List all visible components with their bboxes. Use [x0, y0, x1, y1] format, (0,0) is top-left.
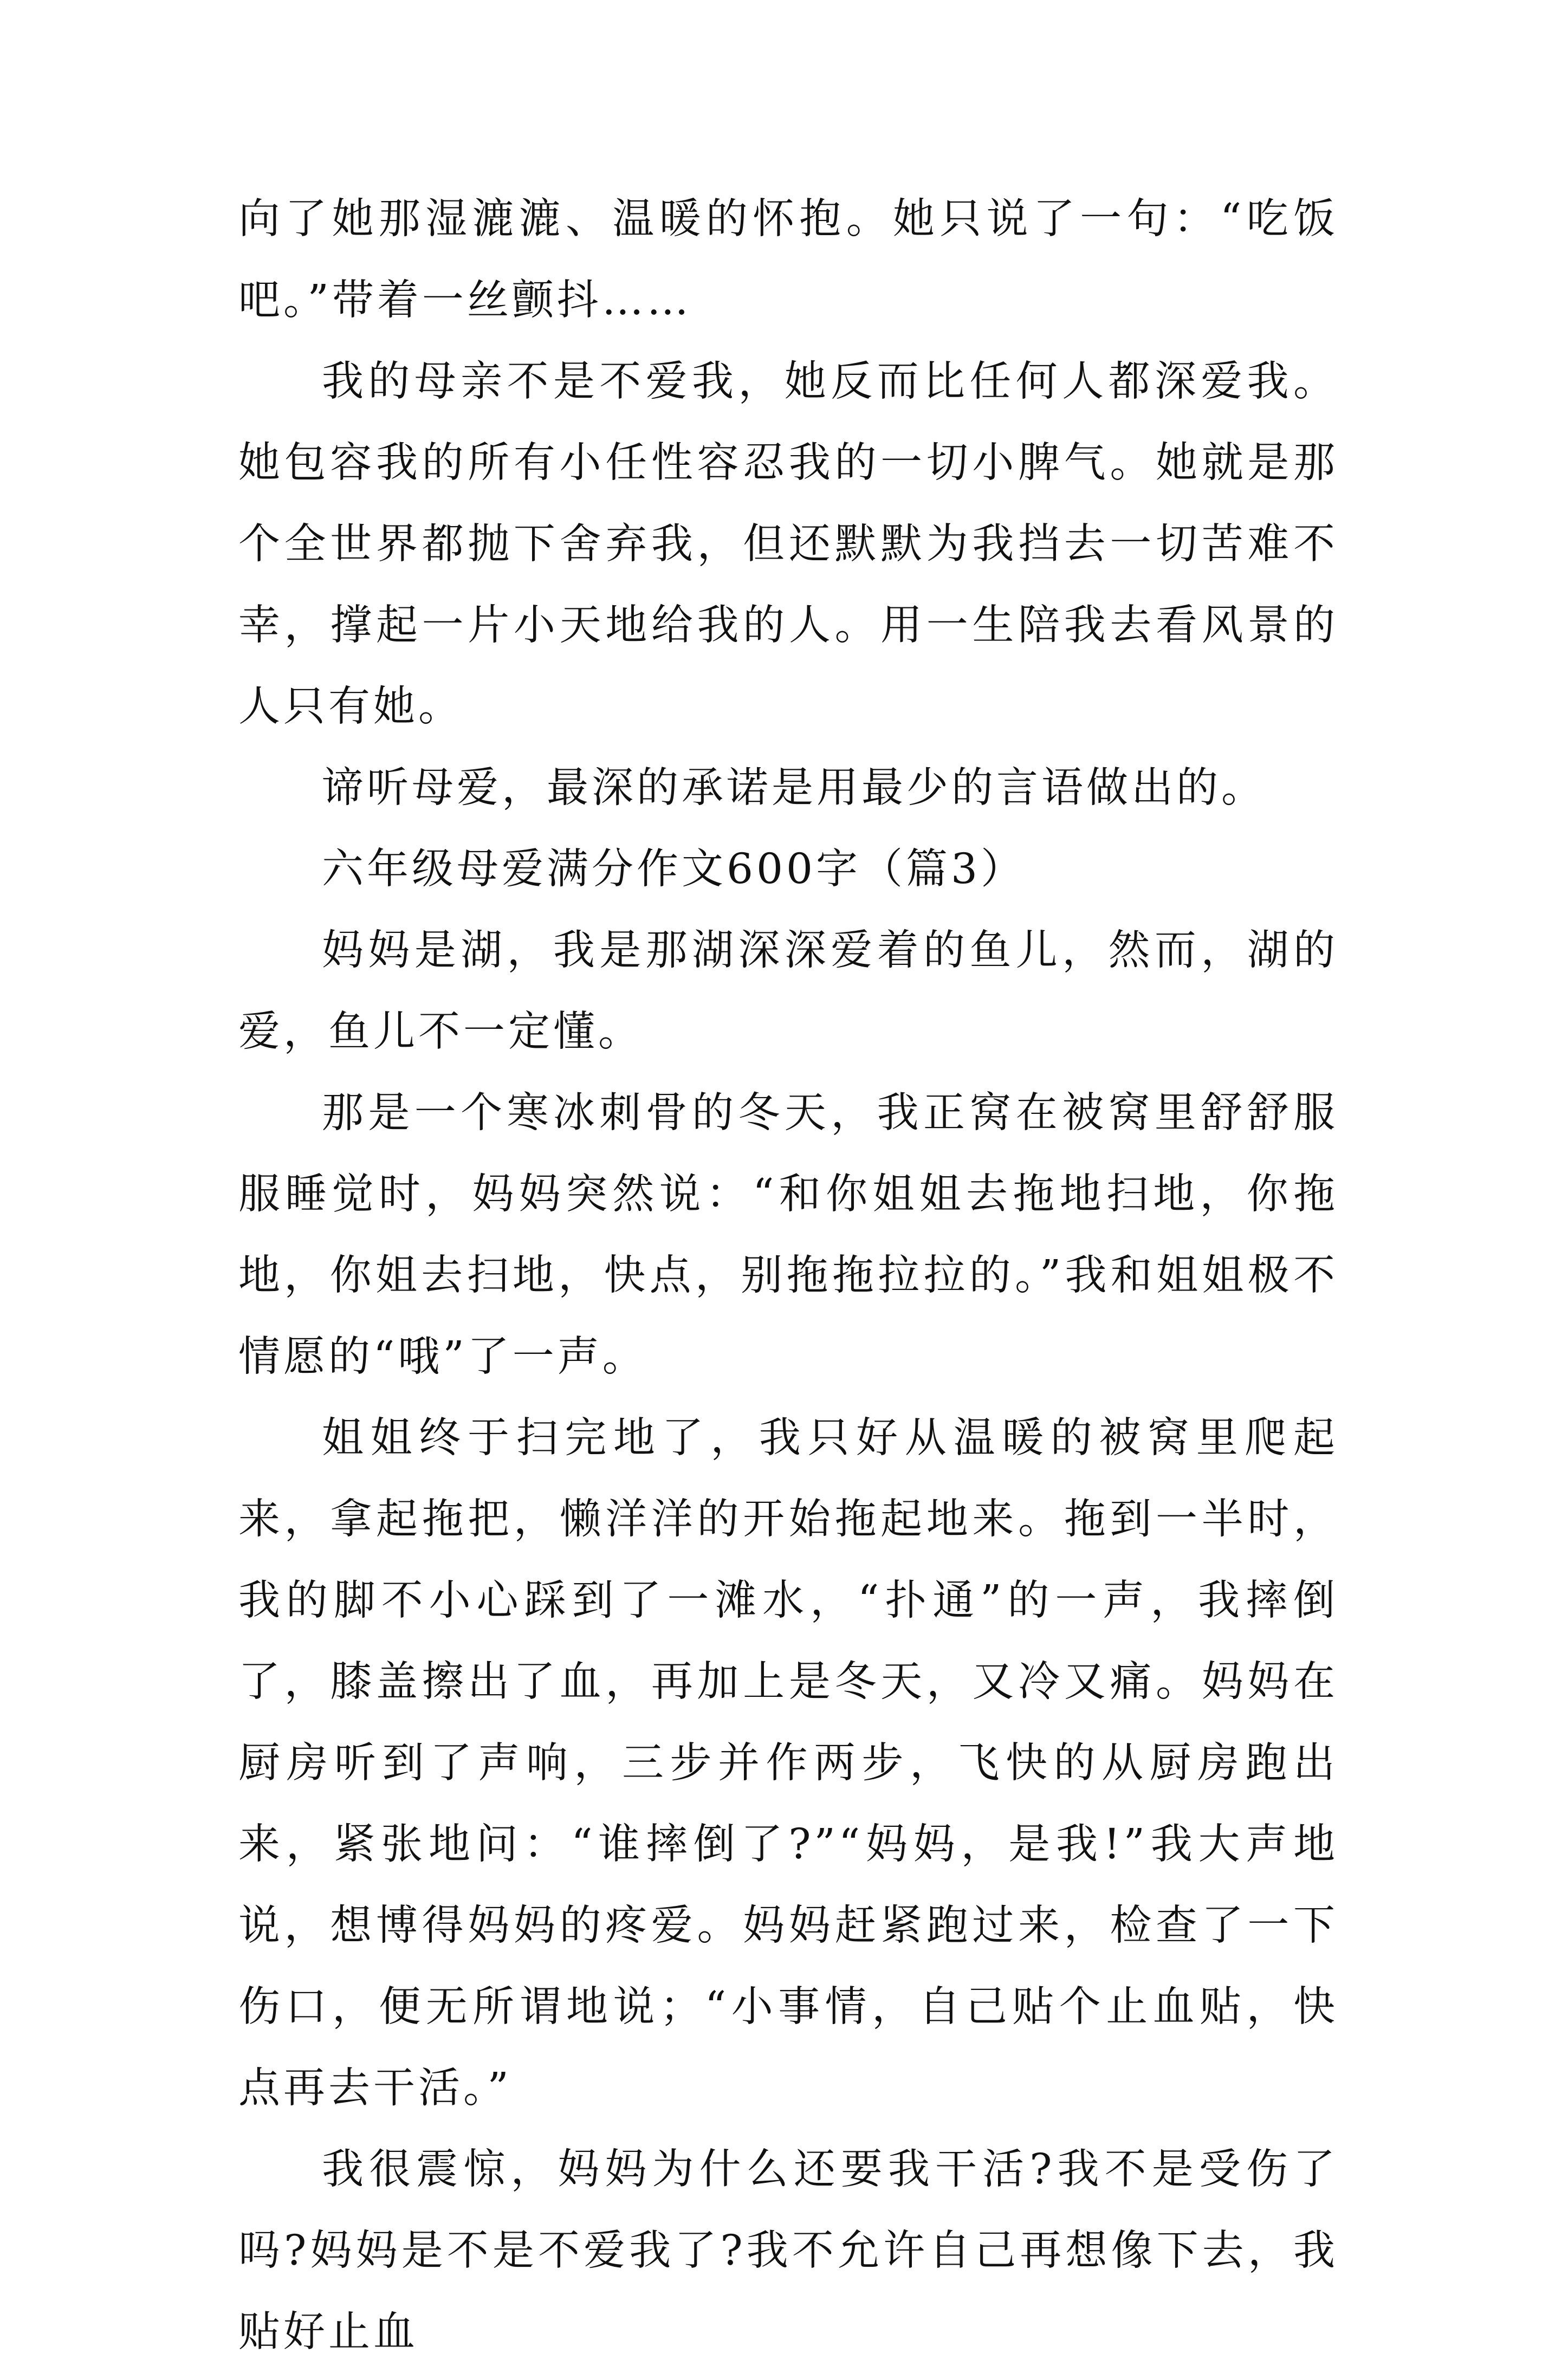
- essay-heading: 六年级母爱满分作文600字（篇3）: [322, 845, 1026, 893]
- paragraph-2: 我的母亲不是不爱我，她反而比任何人都深爱我。她包容我的所有小任性容忍我的一切小脾气。她就是那个全世界都抛下舍弃我，但还默默为我挡去一切苦难不幸，撑起一片小天地给我的人。用一生陪我去看风景的人只有她。: [238, 358, 1338, 731]
- paragraph-5: 妈妈是湖，我是那湖深深爱着的鱼儿，然而，湖的爱，鱼儿不一定懂。: [238, 926, 1338, 1056]
- paragraph-1: 向了她那湿漉漉、温暖的怀抱。她只说了一句：“吃饭吧。”带着一丝颤抖……: [238, 195, 1338, 325]
- essay-body: [238, 179, 1338, 2373]
- paragraph-7: 姐姐终于扫完地了，我只好从温暖的被窝里爬起来，拿起拖把，懒洋洋的开始拖起地来。拖到一半时，我的脚不小心踩到了一滩水，“扑通”的一声，我摔倒了，膝盖擦出了血，再加上是冬天，又冷又痛。妈妈在厨房听到了声响，三步并作两步，飞快的从厨房跑出来，紧张地问：“谁摔倒了?”“妈妈，是我!”我大声地说，想博得妈妈的疼爱。妈妈赶紧跑过来，检查了一下伤口，便无所谓地说；“小事情，自己贴个止血贴，快点再去干活。”: [238, 1414, 1338, 2112]
- paragraph-3: 谛听母爱，最深的承诺是用最少的言语做出的。: [322, 764, 1266, 812]
- paragraph-8: 我很震惊，妈妈为什么还要我干活?我不是受伤了吗?妈妈是不是不爱我了?我不允许自己再想像下去，我贴好止血: [238, 2145, 1338, 2356]
- paragraph-6: 那是一个寒冰刺骨的冬天，我正窝在被窝里舒舒服服睡觉时，妈妈突然说：“和你姐姐去拖地扫地，你拖地，你姐去扫地，快点，别拖拖拉拉的。”我和姐姐极不情愿的“哦”了一声。: [238, 1089, 1338, 1381]
